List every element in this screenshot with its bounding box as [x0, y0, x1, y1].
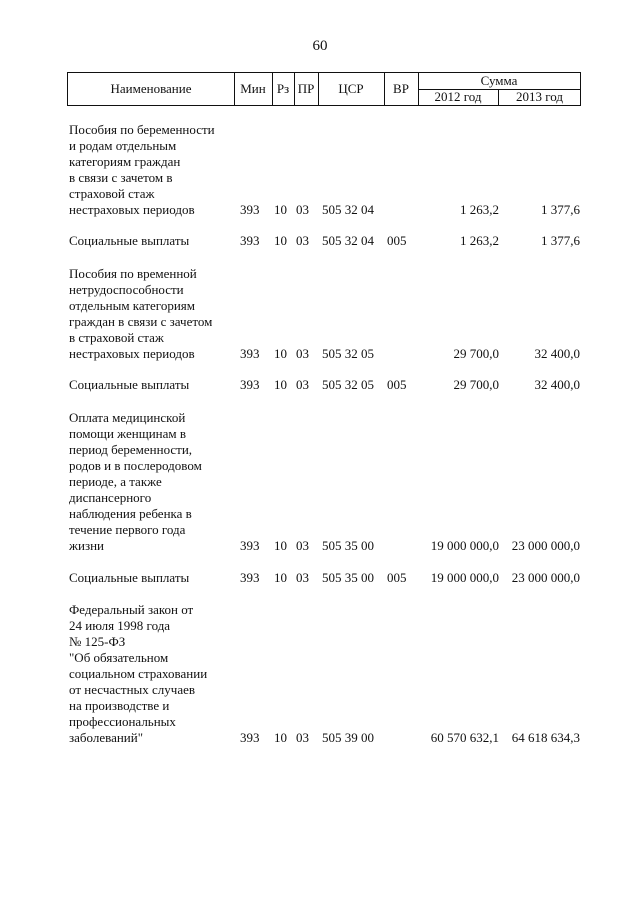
row-rz: 10 — [274, 202, 287, 217]
row-pr: 03 — [296, 570, 309, 585]
row-2012: 19 000 000,0 — [430, 538, 499, 553]
row-csr: 505 32 05 — [322, 377, 374, 392]
row-vr: 005 — [387, 377, 407, 392]
row-2013: 32 400,0 — [534, 377, 580, 392]
header-vr: ВР — [393, 81, 409, 96]
page-number: 60 — [312, 38, 328, 54]
row-rz: 10 — [274, 570, 287, 585]
row-vr: 005 — [387, 233, 407, 248]
row-2012: 29 700,0 — [453, 346, 499, 361]
row-2013: 1 377,6 — [541, 233, 580, 248]
row-csr: 505 35 00 — [322, 538, 374, 553]
row-name: Пособия по беременности и родам отдельным категориям граждан в связи с зачетом в страховой стаж нестраховых периодов — [69, 122, 215, 217]
header-csr: ЦСР — [338, 81, 364, 96]
row-pr: 03 — [296, 346, 309, 361]
row-min: 393 — [240, 346, 260, 361]
row-rz: 10 — [274, 377, 287, 392]
row-min: 393 — [240, 538, 260, 553]
header-name: Наименование — [110, 81, 192, 96]
row-csr: 505 32 04 — [322, 233, 374, 248]
row-2012: 1 263,2 — [460, 202, 499, 217]
row-csr: 505 39 00 — [322, 730, 374, 745]
row-pr: 03 — [296, 202, 309, 217]
row-pr: 03 — [296, 730, 309, 745]
header-sum: Сумма — [480, 73, 518, 88]
row-2013: 23 000 000,0 — [511, 538, 580, 553]
row-min: 393 — [240, 730, 260, 745]
row-2012: 60 570 632,1 — [430, 730, 499, 745]
row-min: 393 — [240, 570, 260, 585]
row-name: Пособия по временной нетрудоспособности отдельным категориям граждан в связи с зачетом в страховой стаж нестраховых периодов — [69, 266, 213, 361]
row-csr: 505 32 05 — [322, 346, 374, 361]
row-name: Оплата медицинской помощи женщинам в период беременности, родов и в послеродовом периоде, а также диспансерного наблюдения ребенка в течение первого года жизни — [69, 410, 202, 553]
row-min: 393 — [240, 202, 260, 217]
row-name: Социальные выплаты — [69, 233, 190, 248]
row-vr: 005 — [387, 570, 407, 585]
row-csr: 505 35 00 — [322, 570, 374, 585]
row-2013: 64 618 634,3 — [511, 730, 580, 745]
row-pr: 03 — [296, 538, 309, 553]
table-header — [67, 72, 581, 106]
row-2013: 1 377,6 — [541, 202, 580, 217]
header-min: Мин — [240, 81, 266, 96]
row-min: 393 — [240, 377, 260, 392]
row-rz: 10 — [274, 538, 287, 553]
row-name: Социальные выплаты — [69, 570, 190, 585]
row-pr: 03 — [296, 377, 309, 392]
row-csr: 505 32 04 — [322, 202, 374, 217]
row-rz: 10 — [274, 346, 287, 361]
row-rz: 10 — [274, 730, 287, 745]
row-2012: 1 263,2 — [460, 233, 499, 248]
row-2013: 23 000 000,0 — [511, 570, 580, 585]
header-year-2012: 2012 год — [434, 89, 482, 104]
header-pr: ПР — [297, 81, 315, 96]
header-rz: Рз — [276, 81, 290, 96]
row-2012: 29 700,0 — [453, 377, 499, 392]
header-year-2013: 2013 год — [516, 89, 563, 104]
row-rz: 10 — [274, 233, 287, 248]
row-name: Федеральный закон от 24 июля 1998 года № 125-ФЗ "Об обязательном социальном страховании от несчастных случаев на производстве и профессиональных заболеваний" — [69, 602, 208, 745]
row-min: 393 — [240, 233, 260, 248]
row-pr: 03 — [296, 233, 309, 248]
row-2012: 19 000 000,0 — [430, 570, 499, 585]
row-name: Социальные выплаты — [69, 377, 190, 392]
row-2013: 32 400,0 — [534, 346, 580, 361]
